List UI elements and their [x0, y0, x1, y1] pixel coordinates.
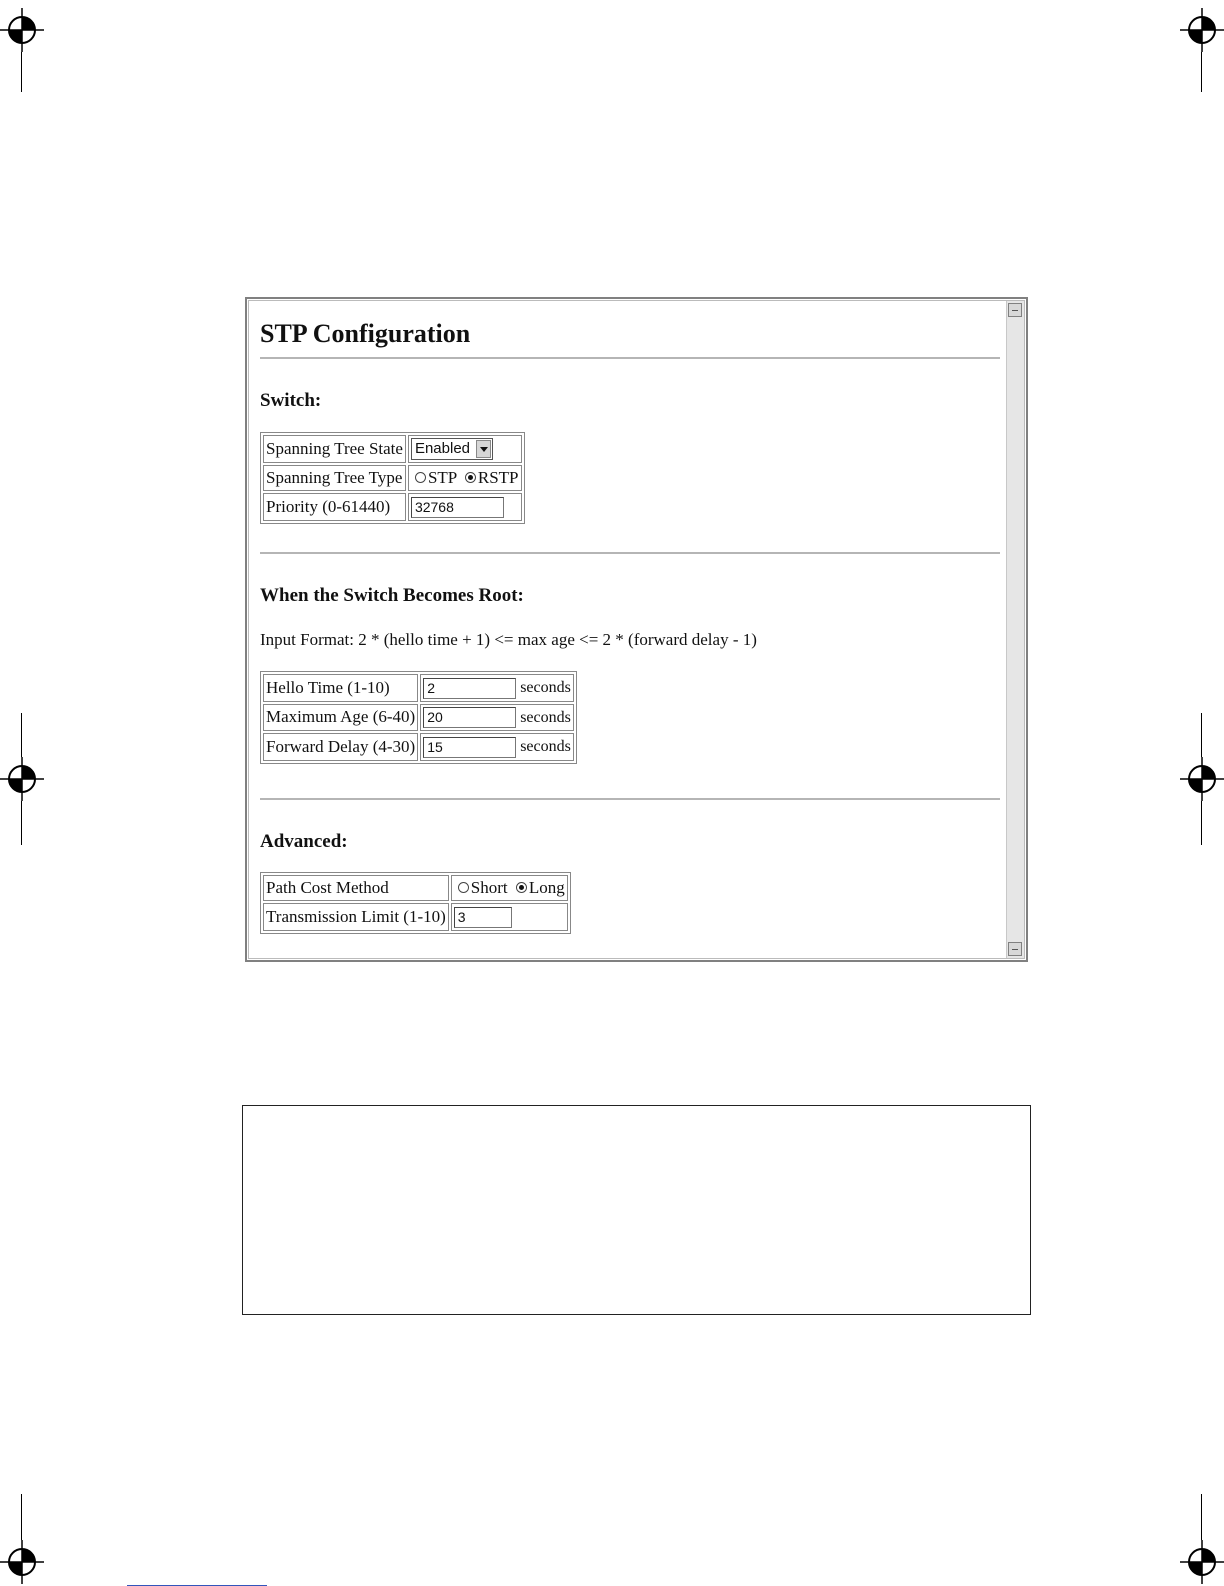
row-value: [420, 733, 574, 761]
advanced-heading: Advanced:: [260, 831, 348, 852]
page-title: STP Configuration: [260, 319, 471, 348]
row-value: [451, 903, 568, 931]
select-value: Enabled: [414, 440, 471, 457]
registration-mark-icon: [0, 757, 44, 801]
switch-heading: Switch:: [260, 390, 322, 411]
crop-mark: [1201, 713, 1202, 757]
divider: [260, 552, 1000, 554]
table-row: [263, 704, 574, 732]
registration-mark-icon: [1180, 1540, 1224, 1584]
row-value: [408, 465, 522, 491]
short-radio[interactable]: [458, 882, 469, 893]
unit-label: seconds: [520, 738, 571, 756]
table-row: [263, 674, 574, 702]
vertical-scrollbar[interactable]: [1006, 301, 1024, 958]
note-box: [242, 1105, 1031, 1315]
input-format-text: Input Format: 2 * (hello time + 1) <= max age <= 2 * (forward delay - 1): [260, 630, 757, 649]
registration-mark-icon: [0, 8, 44, 52]
table-row: [263, 875, 568, 901]
scroll-up-button[interactable]: [1008, 303, 1022, 317]
table-row: [263, 903, 568, 931]
crop-mark: [1201, 1494, 1202, 1540]
table-row: [263, 733, 574, 761]
crop-mark: [21, 1494, 22, 1540]
row-value: [408, 435, 522, 463]
stp-radio[interactable]: [415, 472, 426, 483]
crop-mark: [21, 52, 22, 92]
long-radio[interactable]: [516, 882, 527, 893]
unit-label: seconds: [520, 679, 571, 696]
radio-label: Short: [470, 878, 508, 897]
spanning-tree-state-select[interactable]: [411, 438, 493, 460]
hello-time-input[interactable]: 2: [423, 678, 516, 699]
row-value: [451, 875, 568, 901]
chevron-down-icon[interactable]: [476, 440, 491, 458]
row-value: [408, 493, 522, 521]
unit-label: seconds: [520, 708, 571, 726]
registration-mark-icon: [1180, 8, 1224, 52]
advanced-table: [260, 872, 571, 934]
root-table: [260, 671, 577, 764]
row-label: Transmission Limit (1-10): [263, 903, 449, 931]
transmission-limit-input[interactable]: 3: [454, 907, 512, 928]
divider: [260, 357, 1000, 359]
crop-mark: [1201, 52, 1202, 92]
scroll-down-button[interactable]: [1008, 942, 1022, 956]
radio-label: RSTP: [477, 468, 519, 487]
row-label: Spanning Tree State: [263, 435, 406, 463]
row-label: Forward Delay (4-30): [263, 733, 418, 761]
registration-mark-icon: [0, 1540, 44, 1584]
divider: [260, 798, 1000, 800]
row-label: Maximum Age (6-40): [263, 704, 418, 732]
switch-table: [260, 432, 525, 524]
rstp-radio[interactable]: [465, 472, 476, 483]
table-row: [263, 493, 522, 521]
maximum-age-input[interactable]: 20: [423, 707, 516, 728]
crop-mark: [21, 801, 22, 845]
table-row: [263, 435, 522, 463]
root-heading: When the Switch Becomes Root:: [260, 585, 524, 606]
crop-mark: [21, 713, 22, 757]
row-label: Priority (0-61440): [263, 493, 406, 521]
forward-delay-input[interactable]: 15: [423, 737, 516, 758]
stp-config-window: [245, 297, 1028, 962]
radio-label: STP: [427, 468, 457, 487]
table-row: [263, 465, 522, 491]
row-label: Spanning Tree Type: [263, 465, 406, 491]
row-value: [420, 704, 574, 732]
priority-input[interactable]: 32768: [411, 497, 504, 518]
radio-label: Long: [528, 878, 565, 897]
row-label: Path Cost Method: [263, 875, 449, 901]
row-label: Hello Time (1-10): [263, 674, 418, 702]
row-value: [420, 674, 574, 702]
crop-mark: [1201, 801, 1202, 845]
registration-mark-icon: [1180, 757, 1224, 801]
